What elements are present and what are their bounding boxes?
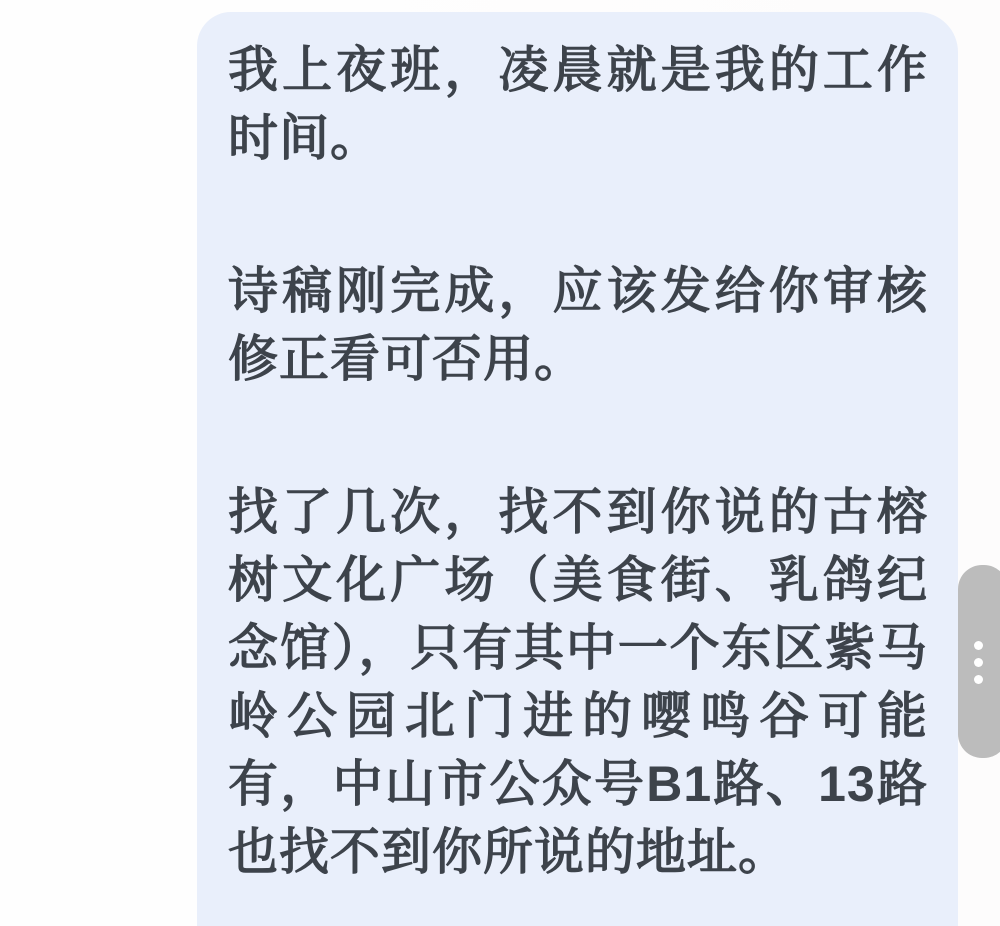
message-paragraph: 找了几次，找不到你说的古榕树文化广场（美食街、乳鸽纪念馆），只有其中一个东区紫马岭公园北门进的嘤鸣谷可能有，中山市公众号B1路、13路也找不到你所说的地址。 — [228, 484, 928, 880]
message-paragraph: 我上夜班，凌晨就是我的工作时间。 — [228, 42, 928, 166]
floating-menu-handle[interactable] — [958, 565, 1000, 758]
message-bubble[interactable] — [197, 12, 958, 926]
dot — [974, 675, 983, 684]
more-vertical-icon — [974, 641, 983, 684]
message-paragraph: 诗稿刚完成，应该发给你审核修正看可否用。 — [228, 263, 928, 387]
dot — [974, 641, 983, 650]
dot — [974, 658, 983, 667]
